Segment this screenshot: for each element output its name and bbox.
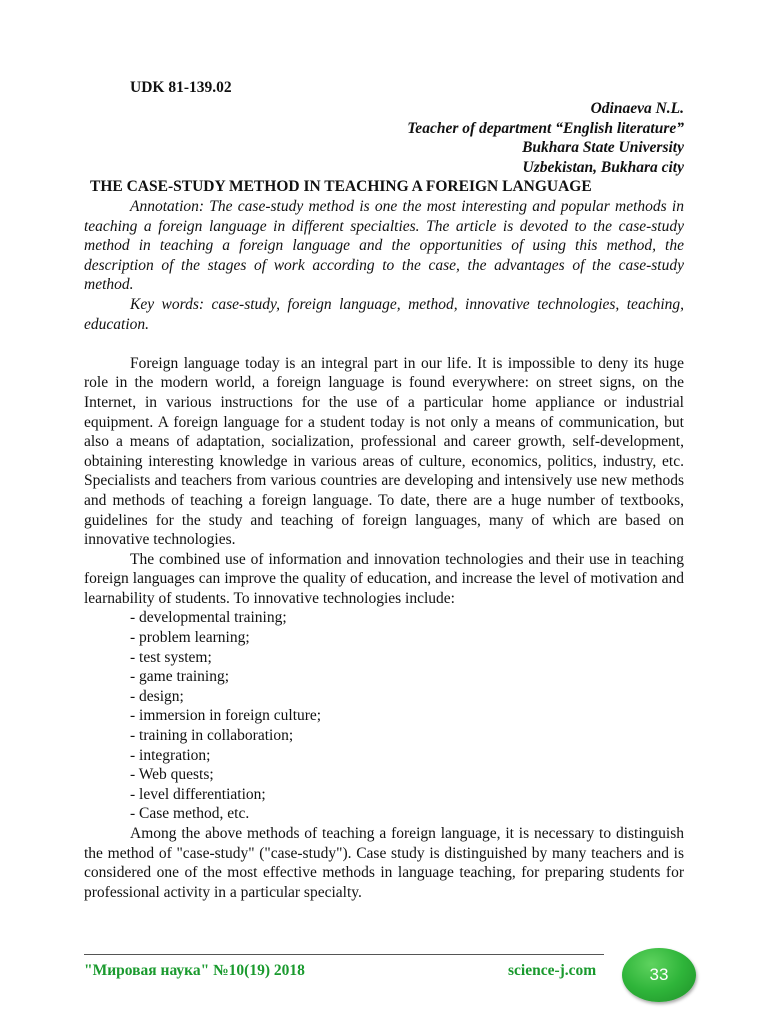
body-paragraph: Among the above methods of teaching a foreign language, it is necessary to distinguish the method of "case-study" ("case-study"). Case study is distinguished by many teachers and is considered one of the most effective methods in language teaching, for preparing students for professional activity in a particular specialty. [84, 825, 684, 901]
list-item: - Web quests; [130, 766, 214, 784]
keywords-paragraph: Key words: case-study, foreign language, method, innovative technologies, teaching, education. [84, 295, 684, 333]
author-block [407, 99, 684, 177]
page-number-badge [622, 948, 696, 1002]
list-item: - integration; [130, 746, 211, 764]
footer-divider [84, 954, 604, 955]
article-body [84, 197, 684, 902]
author-name: Odinaeva N.L. [590, 100, 684, 117]
author-position: Teacher of department “English literature” [407, 119, 684, 137]
list-item: - problem learning; [130, 629, 250, 647]
author-university: Bukhara State University [522, 139, 684, 157]
author-location: Uzbekistan, Bukhara city [522, 158, 684, 176]
list-item: - design; [130, 687, 184, 705]
body-paragraph: Foreign language today is an integral part in our life. It is impossible to deny its huge role in the modern world, a foreign language is found everywhere: on street signs, on the Internet, in various instructions for the use of a particular home appliance or industrial equipment. A foreign language for a student today is not only a means of communication, but also a means of adaptation, socialization, professional and career growth, self-development, obtaining interesting knowledge in various areas of culture, economics, politics, industry, etc. Specialists and teachers from various countries are developing and intensively use new methods and methods of teaching a foreign language. To date, there are a huge number of textbooks, guidelines for the study and teaching of foreign languages, many of which are based on innovative technologies. [84, 354, 684, 549]
article-title: THE CASE-STUDY METHOD IN TEACHING A FOREIGN LANGUAGE [90, 178, 592, 195]
list-item: - training in collaboration; [130, 727, 294, 745]
page-number: 33 [649, 965, 669, 984]
list-item: - level differentiation; [130, 785, 266, 803]
body-paragraph: The combined use of information and innovation technologies and their use in teaching foreign languages can improve the quality of education, and increase the level of motivation and learnability of students. To innovative technologies include: [84, 550, 684, 607]
list-item: - test system; [130, 648, 212, 666]
list-item: - game training; [130, 668, 229, 686]
list-item: - developmental training; [130, 609, 287, 627]
list-item: - Case method, etc. [130, 805, 250, 823]
paragraph-spacer [84, 334, 684, 354]
journal-name: "Мировая наука" №10(19) 2018 [84, 962, 305, 979]
innovative-technologies-list [84, 608, 684, 824]
list-item: - immersion in foreign culture; [130, 707, 322, 725]
journal-website: science-j.com [508, 962, 597, 979]
udk-code: UDK 81-139.02 [130, 79, 232, 96]
annotation-paragraph: Annotation: The case-study method is one the most interesting and popular methods in teaching a foreign language in different specialties. The article is devoted to the case-study method in teaching a foreign language and the opportunities of using this method, the description of the stages of work according to the case, the advantages of the case-study method. [84, 198, 684, 294]
